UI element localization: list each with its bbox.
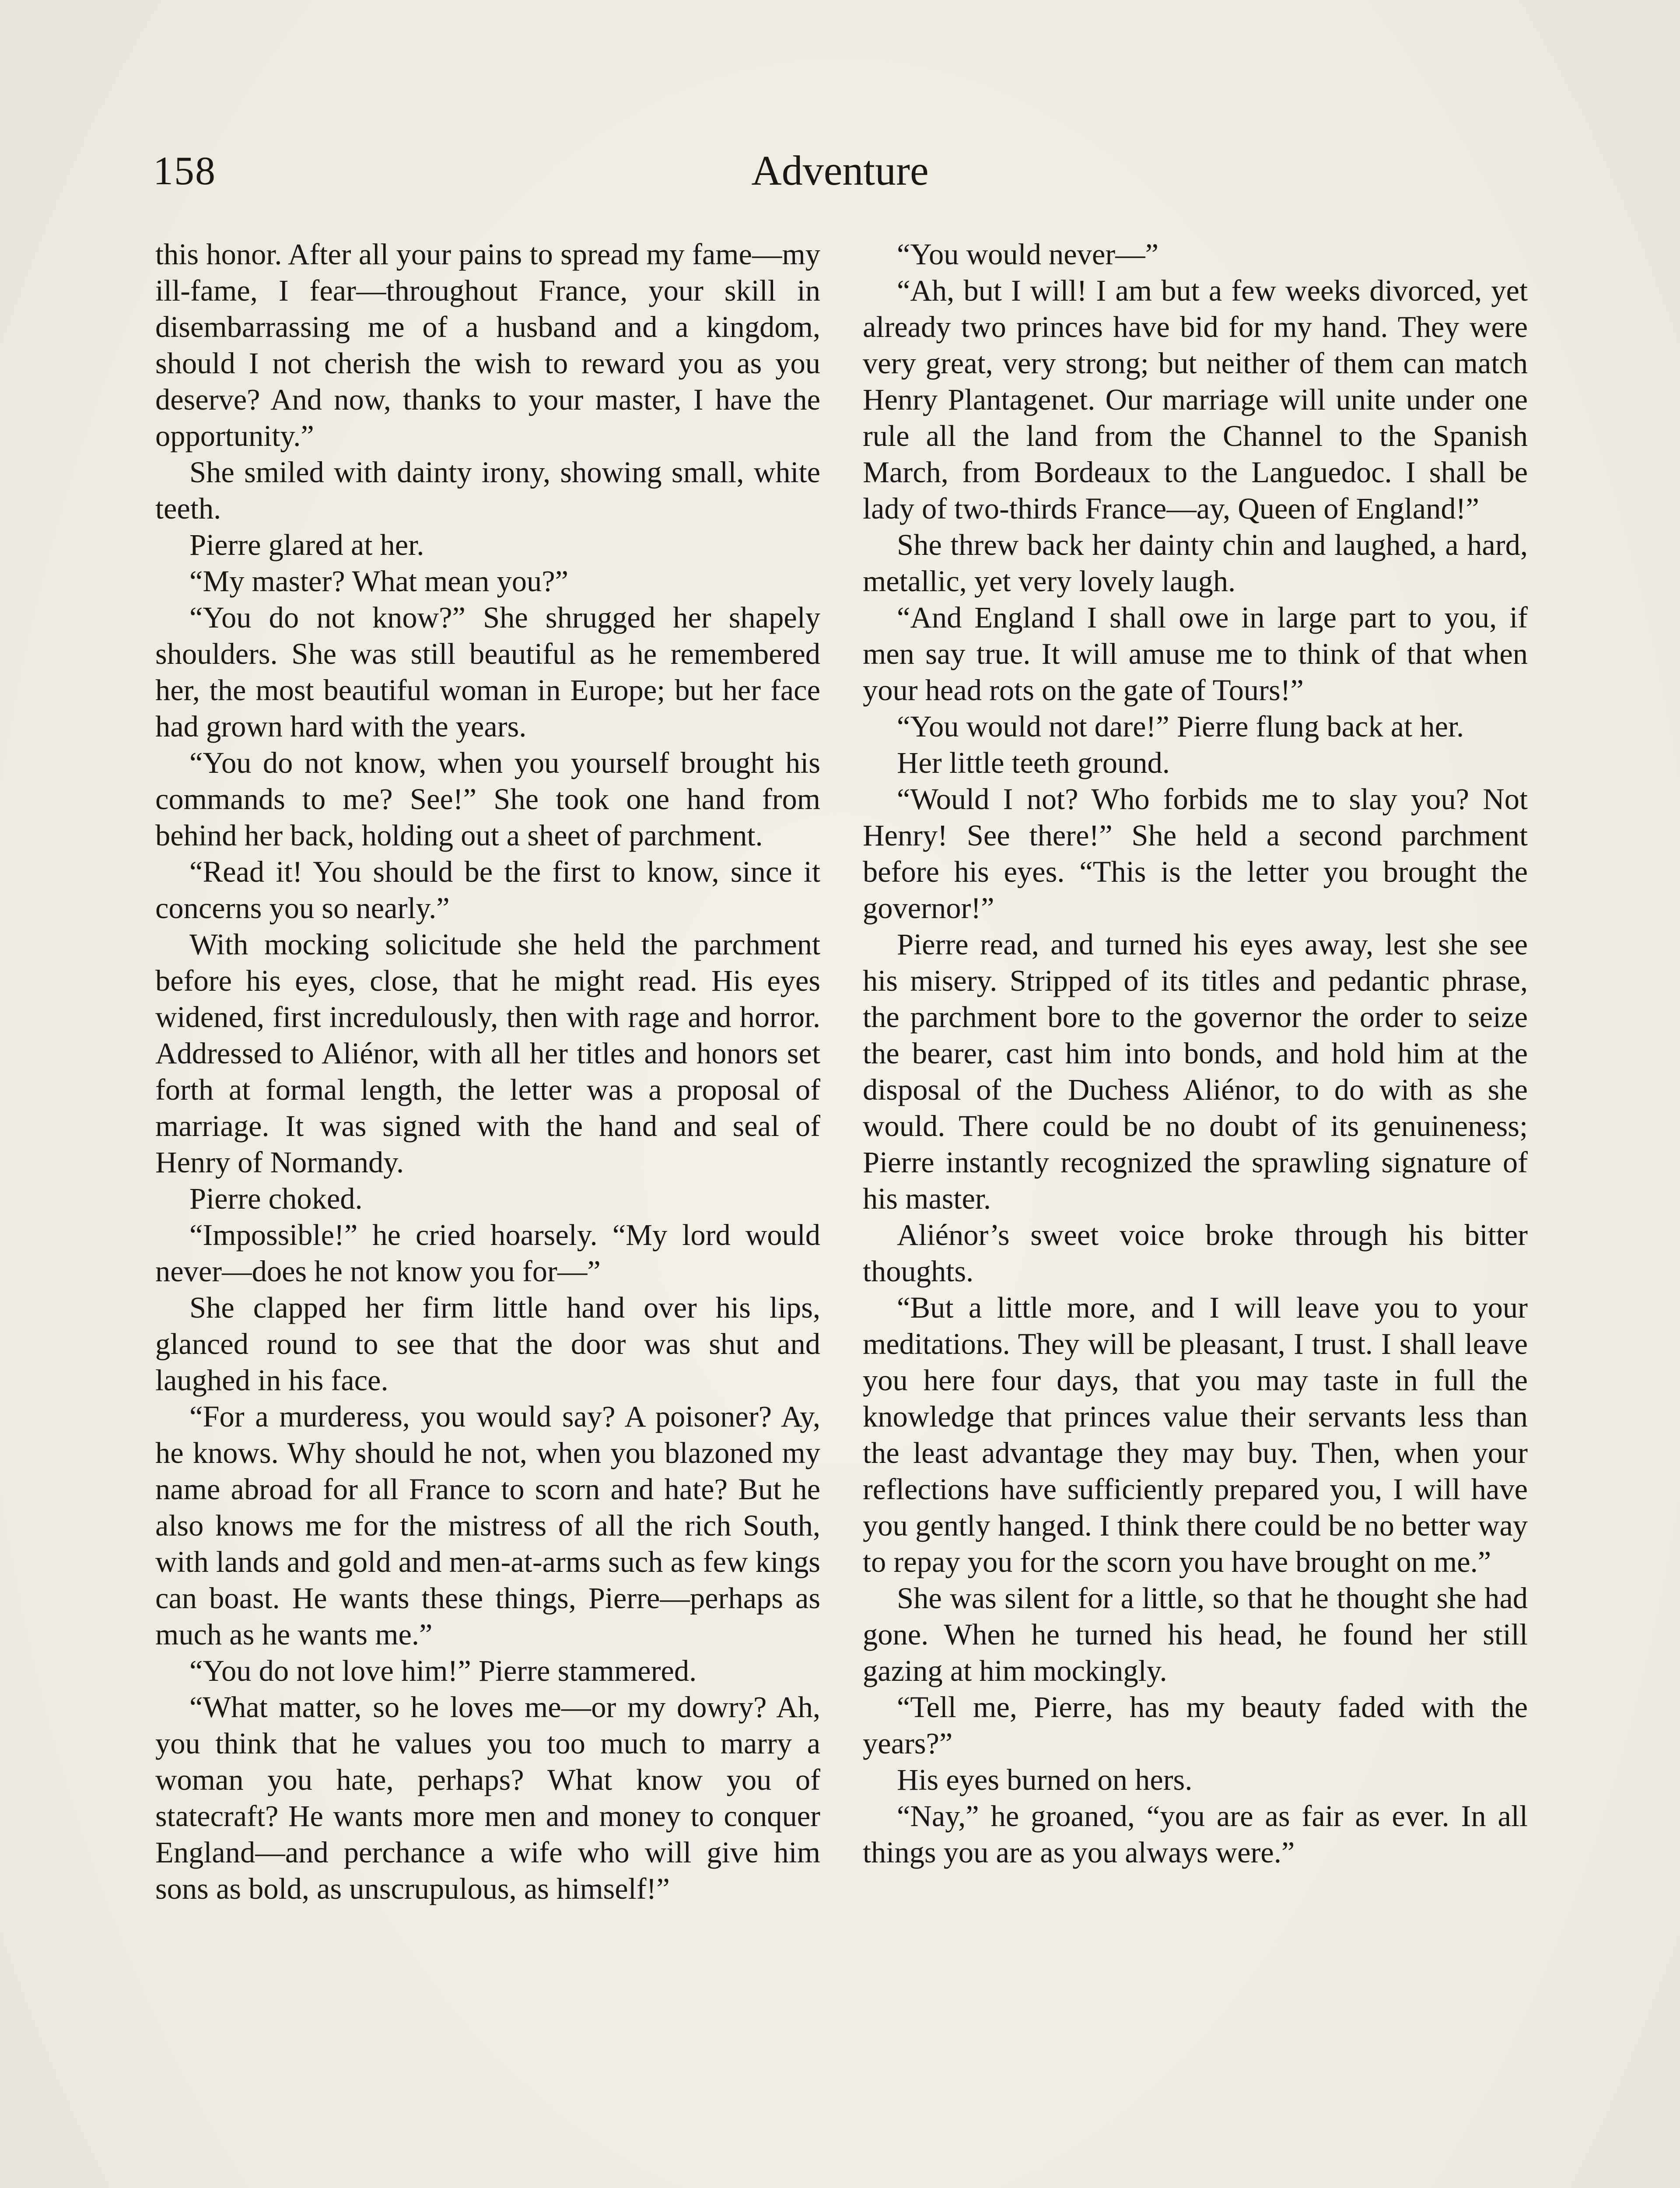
paragraph: “You do not know, when you yourself brought his commands to me? See!” She took one hand from behind her back, holding out a sheet of parchment. [155, 746, 820, 852]
paragraph: Her little teeth ground. [897, 746, 1170, 779]
paragraph: “My master? What mean you?” [189, 565, 569, 598]
left-column [155, 236, 820, 1907]
paragraph: “Nay,” he groaned, “you are as fair as ever. In all things you are as you always were.” [863, 1799, 1528, 1869]
paragraph: She clapped her firm little hand over his lips, glanced round to see that the door was shut and laughed in his face. [155, 1291, 820, 1397]
paragraph: “And England I shall owe in large part to you, if men say true. It will amuse me to think of that when your head rots on the gate of Tours!” [863, 601, 1528, 707]
paragraph: She was silent for a little, so that he thought she had gone. When he turned his head, he found her still gazing at him mockingly. [863, 1581, 1528, 1687]
paragraph: “Impossible!” he cried hoarsely. “My lord would never—does he not know you for—” [155, 1218, 820, 1288]
right-column [863, 236, 1528, 1871]
paragraph: Pierre choked. [189, 1182, 363, 1215]
paragraph: With mocking solicitude she held the parchment before his eyes, close, that he might read. His eyes widened, first incredulously, then with rage and horror. Addressed to Aliénor, with all her titles and honors set forth at formal length, the letter was a proposal of marriage. It was signed with the hand and seal of Henry of Normandy. [155, 928, 820, 1179]
paragraph: Aliénor’s sweet voice broke through his bitter thoughts. [863, 1218, 1528, 1288]
paragraph: “Read it! You should be the first to know, since it concerns you so nearly.” [155, 855, 820, 925]
paragraph: “You do not love him!” Pierre stammered. [189, 1654, 697, 1687]
paragraph: “Tell me, Pierre, has my beauty faded with the years?” [863, 1690, 1528, 1760]
paragraph: His eyes burned on hers. [897, 1763, 1193, 1796]
paragraph: Pierre read, and turned his eyes away, lest she see his misery. Stripped of its titles and pedantic phrase, the parchment bore to the governor the order to seize the bearer, cast him into bonds, and hold him at the disposal of the Duchess Aliénor, to do with as she would. There could be no doubt of its genuineness; Pierre instantly recognized the sprawling signature of his master. [863, 928, 1528, 1215]
paragraph: “For a murderess, you would say? A poisoner? Ay, he knows. Why should he not, when you blazoned my name abroad for all France to scorn and hate? But he also knows me for the mistress of all the rich South, with lands and gold and men-at-arms such as few kings can boast. He wants these things, Pierre—perhaps as much as he wants me.” [155, 1400, 820, 1651]
page-header [153, 144, 1527, 201]
paragraph: “But a little more, and I will leave you to your meditations. They will be pleasant, I trust. I shall leave you here four days, that you may taste in full the knowledge that princes value their servants less than the least advantage they may buy. Then, when your reflections have sufficiently prepared you, I will have you gently hanged. I think there could be no better way to repay you for the scorn you have brought on me.” [863, 1291, 1528, 1578]
page-number: 158 [153, 148, 216, 193]
paragraph: “Ah, but I will! I am but a few weeks divorced, yet already two princes have bid for my hand. They were very great, very strong; but neither of them can match Henry Plantagenet. Our marriage will unite under one rule all the land from the Channel to the Spanish March, from Bordeaux to the Languedoc. I shall be lady of two-thirds France—ay, Queen of England!” [863, 274, 1528, 525]
paragraph: Pierre glared at her. [189, 528, 424, 561]
paragraph: “What matter, so he loves me—or my dowry? Ah, you think that he values you too much to marry a woman you hate, perhaps? What know you of statecraft? He wants more men and money to conquer England—and perchance a wife who will give him sons as bold, as unscrupulous, as himself!” [155, 1690, 820, 1905]
paragraph: “You do not know?” She shrugged her shapely shoulders. She was still beautiful as he remembered her, the most beautiful woman in Europe; but her face had grown hard with the years. [155, 601, 820, 743]
paragraph: “You would never—” [897, 238, 1159, 271]
paragraph: She threw back her dainty chin and laughed, a hard, metallic, yet very lovely laugh. [863, 528, 1528, 598]
running-title: Adventure [751, 147, 929, 194]
paragraph: this honor. After all your pains to spread my fame—my ill-fame, I fear—throughout France, your skill in disembarrassing me of a husband and a kingdom, should I not cherish the wish to reward you as you deserve? And now, thanks to your master, I have the opportunity.” [155, 238, 820, 452]
paragraph: “You would not dare!” Pierre flung back at her. [897, 710, 1464, 743]
paragraph: She smiled with dainty irony, showing small, white teeth. [155, 456, 820, 525]
paragraph: “Would I not? Who forbids me to slay you? Not Henry! See there!” She held a second parchment before his eyes. “This is the letter you brought the governor!” [863, 782, 1528, 925]
